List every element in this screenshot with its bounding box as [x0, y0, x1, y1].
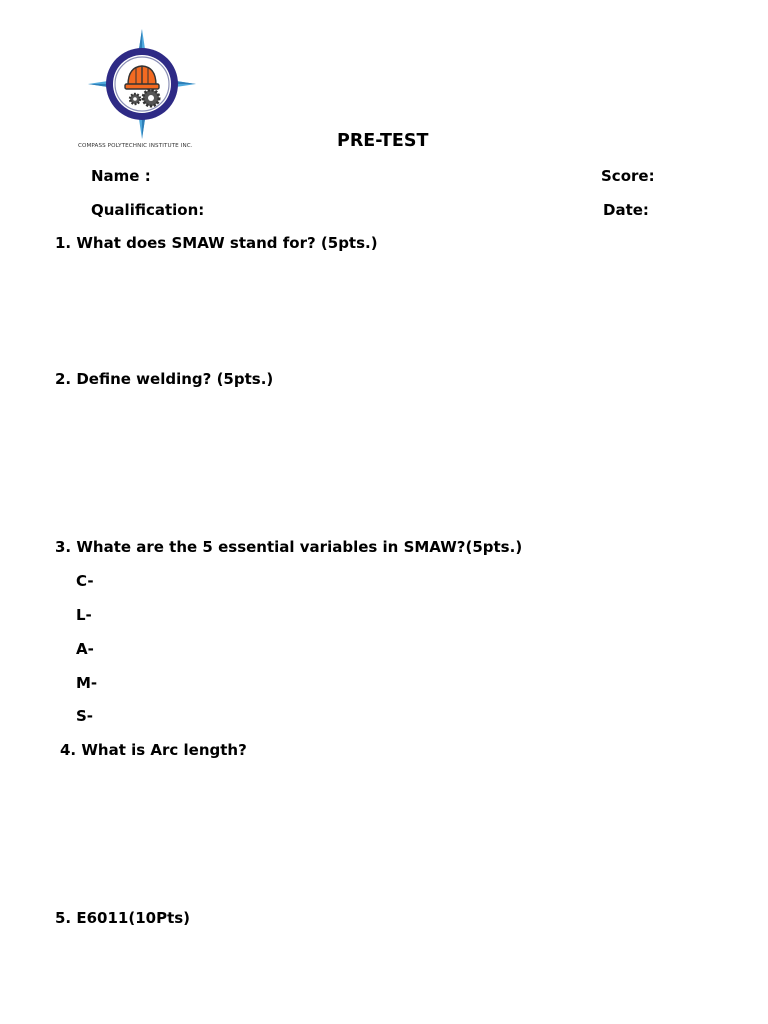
question-3: 3. Whate are the 5 essential variables in SMAW?(5pts.): [55, 538, 523, 556]
variable-item-s: S-: [76, 707, 94, 725]
logo-caption: COMPASS POLYTECHNIC INSTITUTE INC.: [78, 143, 193, 149]
question-1: 1. What does SMAW stand for? (5pts.): [55, 234, 378, 252]
question-5: 5. E6011(10Pts): [55, 909, 191, 927]
question-2: 2. Define welding? (5pts.): [55, 370, 274, 388]
date-label: Date:: [603, 201, 649, 219]
page-title: PRE-TEST: [337, 131, 429, 151]
school-logo: [72, 25, 216, 155]
variable-item-c: C-: [76, 572, 94, 590]
score-label: Score:: [601, 167, 655, 185]
variable-item-m: M-: [76, 674, 98, 692]
name-label: Name :: [91, 167, 151, 185]
variable-item-l: L-: [76, 606, 92, 624]
variable-item-a: A-: [76, 640, 94, 658]
question-4: 4. What is Arc length?: [60, 741, 247, 759]
compass-icon: [72, 25, 216, 143]
qualification-label: Qualification:: [91, 201, 205, 219]
